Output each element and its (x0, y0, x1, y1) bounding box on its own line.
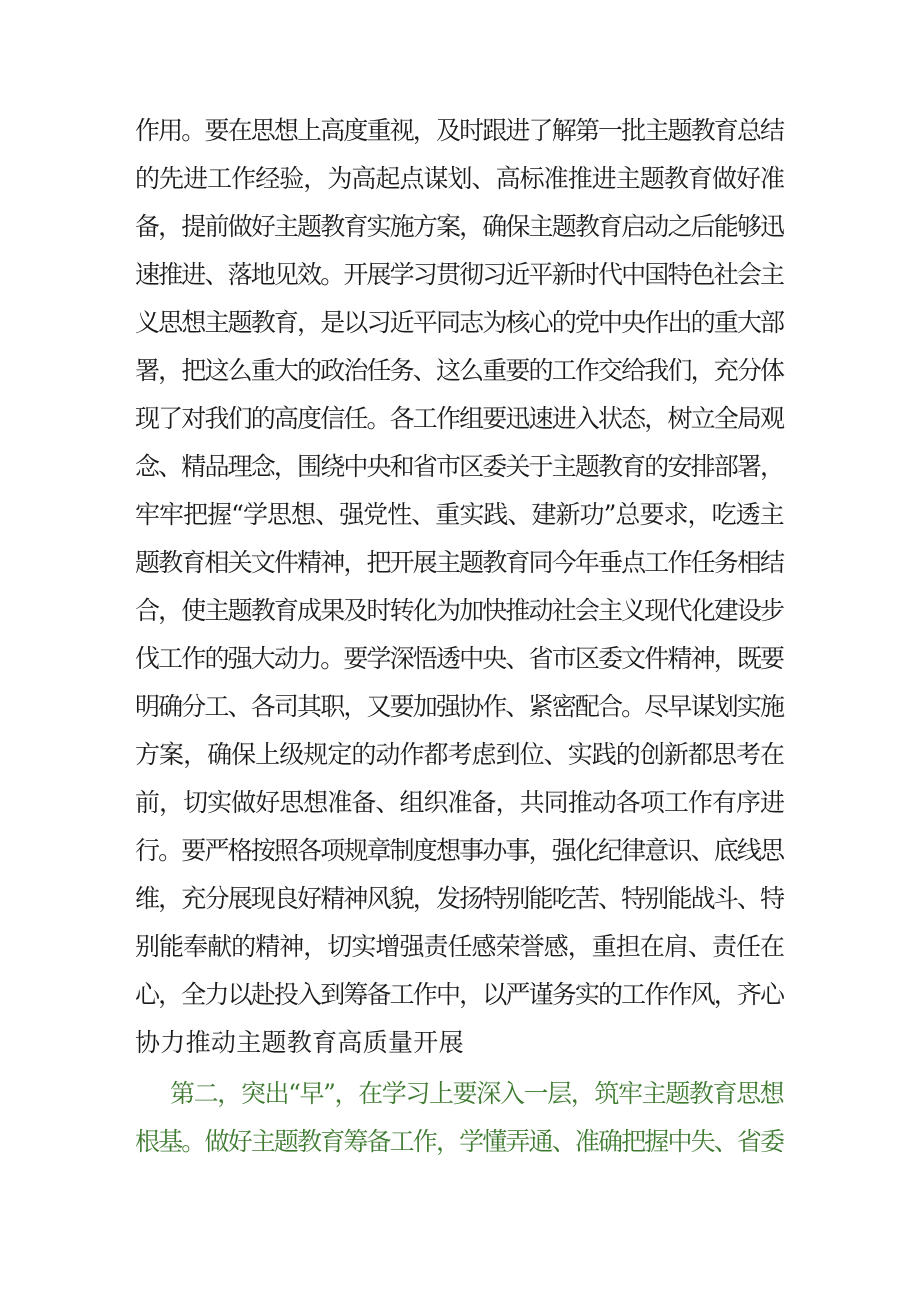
body-text-line-20: 协力推动主题教育高质量开展 (135, 1028, 464, 1057)
body-text-line-5: 义思想主题教育，是以习近平同志为核心的党中央作出的重大部 (135, 308, 784, 337)
body-text-line-9: 牢牢把握“学思想、强党性、重实践、建新功”总要求，吃透主 (135, 500, 784, 529)
section-heading-line-2: 根基。做好主题教育筹备工作，学懂弄通、准确把握中失、省委 (135, 1127, 784, 1156)
body-text-line-4: 速推进、落地见效。开展学习贯彻习近平新时代中国特色社会主 (135, 260, 784, 289)
body-text-line-10: 题教育相关文件精神，把开展主题教育同今年垂点工作任务相结 (135, 548, 784, 577)
body-text-line-13: 明确分工、各司其职，又要加强协作、紧密配合。尽早谋划实施 (135, 692, 784, 721)
body-text-line-6: 署，把这么重大的政治任务、这么重要的工作交给我们，充分体 (135, 356, 784, 385)
body-text-line-8: 念、精品理念，围绕中央和省市区委关于主题教育的安排部署， (135, 452, 784, 481)
body-text-line-3: 备，提前做好主题教育实施方案，确保主题教育启动之后能够迅 (135, 212, 784, 241)
body-text-line-11: 合，使主题教育成果及时转化为加快推动社会主义现代化建设步 (135, 596, 784, 625)
body-text-line-7: 现了对我们的高度信任。各工作组要迅速进入状态，树立全局观 (135, 404, 784, 433)
body-text-line-16: 行。要严格按照各项规章制度想事办事，强化纪律意识、底线思 (135, 836, 784, 865)
body-text-line-19: 心，全力以赴投入到筹备工作中，以严谨务实的工作作风，齐心 (135, 980, 784, 1009)
body-text-line-1: 作用。要在思想上高度重视，及时跟进了解第一批主题教育总结 (135, 116, 784, 145)
body-text-line-17: 维，充分展现良好精神风貌，发扬特别能吃苦、特别能战斗、特 (135, 884, 784, 913)
body-text-line-14: 方案，确保上级规定的动作都考虑到位、实践的创新都思考在 (135, 740, 785, 769)
body-text-line-12: 伐工作的强大动力。要学深悟透中央、省市区委文件精神，既要 (135, 644, 784, 673)
body-text-line-15: 前，切实做好思想准备、组织准备，共同推动各项工作有序进 (135, 788, 785, 817)
body-text-line-2: 的先进工作经验，为高起点谋划、高标准推进主题教育做好准 (135, 164, 785, 193)
body-text-line-18: 别能奉献的精神，切实增强责任感荣誉感，重担在肩、责任在 (135, 932, 785, 961)
section-heading-line-1: 第二，突出“早”，在学习上要深入一层，筑牢主题教育思想 (170, 1079, 784, 1108)
